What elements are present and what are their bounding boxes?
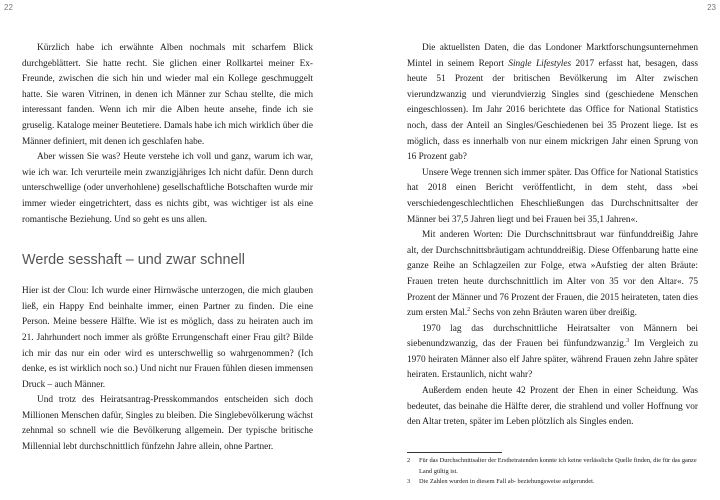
left-paragraph-4: Und trotz des Heiratsantrag-Presskommandos entscheiden sich doch Millionen Menschen dafür, Singles zu bleiben. Die Singlebevölkerung wächst zehnmal so schnell wie die Bevölkerung allgemein. Der typische britische Millennial lebt durchschnittlich fünfzehn Jahre allein, ohne Partner. — [22, 395, 313, 453]
left-paragraph-3: Hier ist der Clou: Ich wurde einer Hirnwäsche unterzogen, die mich glauben ließ, ein Happy End beinhalte immer, einen Partner zu finden. Die eine Person. Meine bessere Hälfte. Wie ist es möglich, dass zu heiraten auch im 21. Jahrhundert noch immer als größte Errungenschaft einer Frau gilt? Bilde ich mir das nur ein oder wird es unterschwellig so wahrgenommen? (Ich denke, es ist wirklich noch so.) Und nicht nur Frauen fühlen diesen immensen Druck – auch Männer. — [22, 286, 313, 390]
footnote-ref-2: 2 — [467, 307, 471, 313]
report-title: Single Lifestyles — [508, 58, 572, 69]
footnote-2 — [407, 456, 698, 477]
footnote-text: Die Zahlen wurden in diesem Fall ab- beziehungsweise aufgerundet. — [419, 478, 595, 485]
right-paragraph-4: 1970 lag das durchschnittliche Heiratsalter von Männern bei siebenundzwanzig, das der Frauen bei fünfundzwanzig.$^3$ Im Vergleich zu 1970 heiraten Männer also elf Jahre später, während Frauen zehn Jahre später heiraten. Erstaunlich, nicht wahr? — [407, 323, 698, 381]
left-page-column — [22, 41, 313, 456]
left-paragraph-1: Kürzlich habe ich erwähnte Alben nochmals mit scharfem Blick durchgeblättert. Sie hatte recht. Sie glichen einer Rollkartei meiner Ex-Freunde, zwischen die sich hin und wieder mal ein Kollege geschmuggelt hatte. Sie waren Vitrinen, in denen ich Männer zur Schau stellte, die mich interessant fanden. Wenn ich mir die Alben heute ansehe, finde ich sie gruselig. Kataloge meiner Beutetiere. Damals habe ich mich wirklich über die Männer definiert, mit denen ich geschlafen habe. — [22, 43, 313, 147]
page-number-left: 22 — [4, 3, 13, 12]
right-paragraph-2: Unsere Wege trennen sich immer später. Das Office for National Statistics hat 2018 einen Bericht veröffentlicht, in dem steht, dass »bei verschiedengeschlechtlichen Eheschließungen das Durchschnittsalter der Männer bei 37,5 Jahren liegt und bei Frauen bei 35,1 Jahren«. — [407, 167, 698, 225]
footnote-number: 3 — [407, 478, 411, 485]
footnote-ref-3: 3 — [626, 338, 630, 345]
footnote-number: 2 — [407, 457, 411, 464]
footnote-rule — [407, 452, 502, 453]
right-paragraph-1: Die aktuellsten Daten, die das Londoner Marktforschungsunternehmen Mintel in seinem Report Single Lifestyles 2017 erfasst hat, besagen, dass heute 51 Prozent der britischen Bevölkerung im Alter zwischen vierundzwanzig und vierundvierzig Singles sind (geschiedene Menschen eingeschlossen). Im Jahr 2016 berichtete das Office for National Statistics noch, dass der Anteil an Singles/Geschiedenen bei 35 Prozent liege. Ist es möglich, dass es innerhalb von nur einem mickrigen Jahr einen Sprung von 16 Prozent gab? — [407, 43, 698, 163]
left-paragraph-2: Aber wissen Sie was? Heute verstehe ich voll und ganz, warum ich war, wie ich war. Ich verurteile mein zwanzigjähriges Ich nicht dafür. Denn durch unterschwellige (oder unverhohlene) gesellschaftliche Botschaften wurde mir immer wieder eingetrichtert, dass es nichts gibt, was wichtiger ist als eine romantische Beziehung. Und so geht es uns allen. — [22, 152, 313, 225]
right-page-column — [407, 41, 698, 431]
footnote-3 — [407, 477, 698, 488]
page-number-right: 23 — [707, 3, 716, 12]
section-heading: Werde sesshaft – und zwar schnell — [22, 252, 245, 269]
right-paragraph-5: Außerdem enden heute 42 Prozent der Ehen in einer Scheidung. Was bedeutet, das beinahe die Hälfte derer, die strahlend und voller Hoffnung vor den Altar treten, später im Leben plötzlich als Singles enden. — [407, 386, 698, 428]
footnote-text: Für das Durchschnittsalter der Erstheiratenden konnte ich keine verlässliche Quelle finden, die für das ganze Land gültig ist. — [419, 457, 697, 475]
right-paragraph-3: Mit anderen Worten: Die Durchschnittsbraut war fünfunddreißig Jahre alt, der Durchschnittsbräutigam achtunddreißig. Diese Offenbarung hatte eine ganze Reihe an Schlagzeilen zur Folge, etwa »Aufstieg der alten Bräute: Frauen treten heute durchschnittlich im Alter von 35 vor den Altar«. 75 Prozent der Männer und 76 Prozent der Frauen, die 2015 heirateten, taten dies zum ersten Mal.$^2$ Sechs von zehn Bräuten waren über dreißig. — [407, 230, 698, 319]
footnotes — [407, 456, 698, 488]
